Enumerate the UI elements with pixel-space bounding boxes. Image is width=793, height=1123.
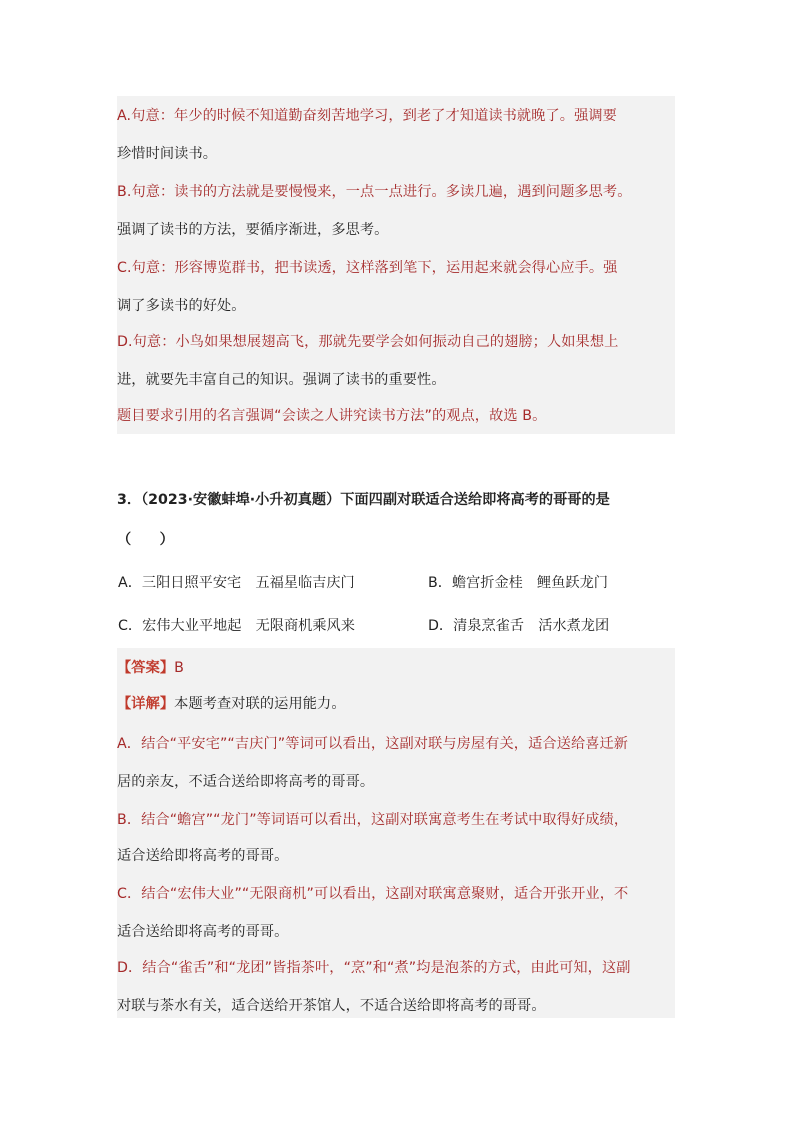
detail-text-line: 适合送给即将高考的哥哥。 — [117, 848, 289, 864]
question-number: 3． — [117, 492, 142, 508]
explanation-block-1 — [117, 96, 675, 434]
option-b: B．蟾宫折金桂 鲤鱼跃龙门 — [428, 575, 608, 591]
explanation-line: 进，就要先丰富自己的知识。强调了读书的重要性。 — [117, 372, 446, 388]
detail-tag: 【详解】 — [117, 696, 175, 712]
explanation-line: 强调了读书的方法，要循序渐进，多思考。 — [117, 222, 389, 238]
detail-text-line: D．结合“雀舌”和“龙团”皆指茶叶，“烹”和“煮”均是泡茶的方式，由此可知，这副 — [117, 960, 631, 976]
question-stem — [117, 490, 677, 510]
explanation-line: B.句意：读书的方法就是要慢慢来，一点一点进行。多读几遍，遇到问题多思考。 — [117, 184, 632, 200]
answer-tag: 【答案】 — [117, 660, 175, 676]
detail-text-line: A．结合“平安宅”“吉庆门”等词可以看出，这副对联与房屋有关，适合送给喜迁新 — [117, 736, 629, 752]
detail-text-line: B．结合“蟾宫”“龙门”等词语可以看出，这副对联寓意考生在考试中取得好成绩， — [117, 812, 629, 828]
detail-line — [117, 694, 675, 714]
explanation-line: 珍惜时间读书。 — [117, 146, 218, 162]
detail-text-line: 对联与茶水有关，适合送给开茶馆人，不适合送给即将高考的哥哥。 — [117, 998, 546, 1014]
option-a: A．三阳日照平安宅 五福星临吉庆门 — [118, 575, 355, 591]
answer-block — [117, 648, 675, 1018]
detail-intro: 本题考查对联的运用能力。 — [174, 696, 346, 712]
answer-value: B — [174, 660, 184, 676]
answer-line — [117, 658, 675, 678]
explanation-line: 调了多读书的好处。 — [117, 298, 246, 314]
question-blank: （ ） — [117, 532, 174, 548]
explanation-line: C.句意：形容博览群书，把书读透，这样落到笔下，运用起来就会得心应手。强 — [117, 260, 618, 276]
explanation-line: A.句意：年少的时候不知道勤奋刻苦地学习，到老了才知道读书就晚了。强调要 — [117, 108, 617, 124]
question-stem-text: （2023·安徽蚌埠·小升初真题）下面四副对联适合送给即将高考的哥哥的是 — [141, 492, 610, 508]
explanation-line: 题目要求引用的名言强调“会读之人讲究读书方法”的观点，故选 B。 — [117, 408, 547, 424]
detail-text-line: 居的亲友，不适合送给即将高考的哥哥。 — [117, 774, 375, 790]
option-c: C．宏伟大业平地起 无限商机乘风来 — [118, 618, 355, 634]
detail-text-line: 适合送给即将高考的哥哥。 — [117, 924, 289, 940]
explanation-line: D.句意：小鸟如果想展翅高飞，那就先要学会如何振动自己的翅膀；人如果想上 — [117, 334, 619, 350]
detail-text-line: C．结合“宏伟大业”“无限商机”可以看出，这副对联寓意聚财，适合开张开业，不 — [117, 886, 629, 902]
option-d: D．清泉烹雀舌 活水煮龙团 — [428, 618, 610, 634]
